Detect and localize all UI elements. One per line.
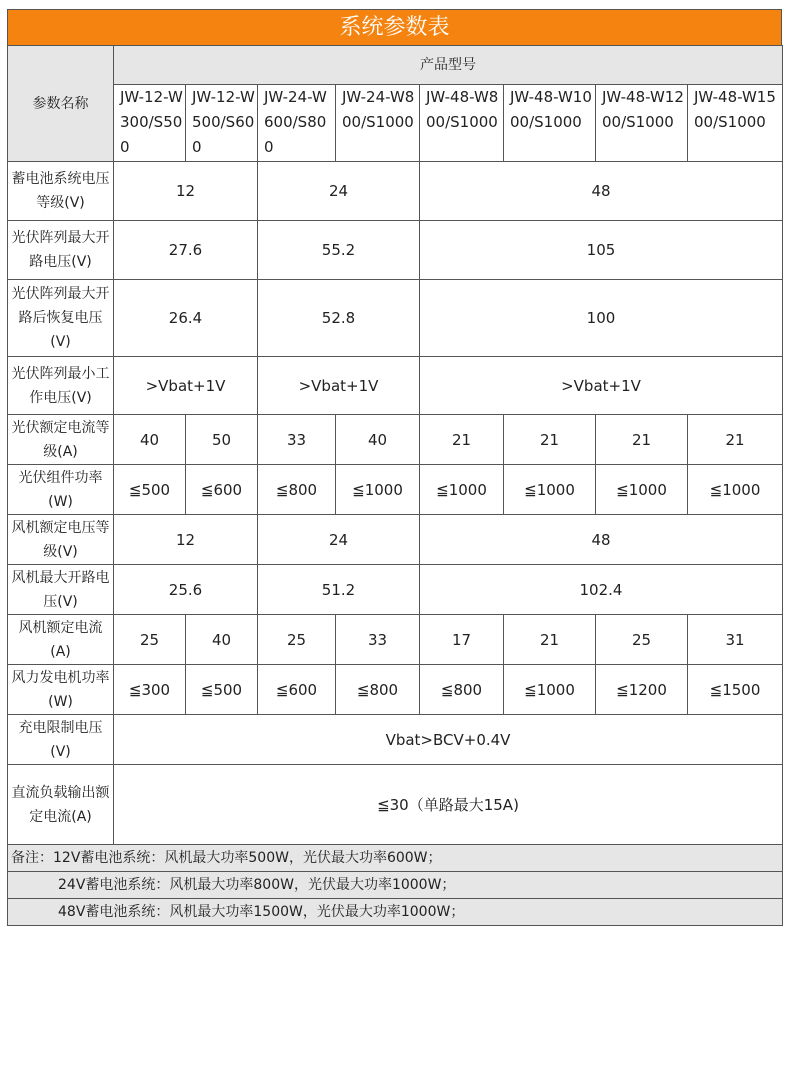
value-cell: ≦30（单路最大15A) <box>114 765 783 845</box>
value-cell: ≦1000 <box>336 465 420 515</box>
row-label: 光伏阵列最大开路后恢复电压(V) <box>8 280 114 357</box>
parameter-sheet <box>7 9 782 926</box>
table-row <box>8 465 783 515</box>
value-cell: 12 <box>114 162 258 221</box>
value-cell: 40 <box>114 415 186 465</box>
value-cell: 33 <box>258 415 336 465</box>
value-cell: ≦1200 <box>596 665 688 715</box>
row-label: 风机额定电流(A) <box>8 615 114 665</box>
value-cell: 48 <box>420 162 783 221</box>
model-cell: JW-48-W1200/S1000 <box>596 85 688 162</box>
value-cell: 40 <box>336 415 420 465</box>
model-cell: JW-24-W600/S800 <box>258 85 336 162</box>
row-label: 风机最大开路电压(V) <box>8 565 114 615</box>
row-label: 光伏阵列最小工作电压(V) <box>8 357 114 415</box>
parameter-table <box>7 45 783 926</box>
table-row <box>8 162 783 221</box>
value-cell: 33 <box>336 615 420 665</box>
table-row <box>8 280 783 357</box>
value-cell: 40 <box>186 615 258 665</box>
value-cell: ≦1000 <box>504 465 596 515</box>
value-cell: Vbat>BCV+0.4V <box>114 715 783 765</box>
value-cell: >Vbat+1V <box>420 357 783 415</box>
row-label: 光伏阵列最大开路电压(V) <box>8 221 114 280</box>
row-label: 蓄电池系统电压等级(V) <box>8 162 114 221</box>
value-cell: ≦500 <box>114 465 186 515</box>
value-cell: ≦1000 <box>688 465 783 515</box>
model-cell: JW-48-W800/S1000 <box>420 85 504 162</box>
value-cell: 21 <box>504 415 596 465</box>
model-cell: JW-48-W1000/S1000 <box>504 85 596 162</box>
value-cell: ≦800 <box>420 665 504 715</box>
value-cell: 27.6 <box>114 221 258 280</box>
model-cell: JW-48-W1500/S1000 <box>688 85 783 162</box>
model-cell: JW-24-W800/S1000 <box>336 85 420 162</box>
value-cell: 21 <box>504 615 596 665</box>
value-cell: ≦1000 <box>504 665 596 715</box>
value-cell: 50 <box>186 415 258 465</box>
value-cell: >Vbat+1V <box>114 357 258 415</box>
value-cell: 25 <box>258 615 336 665</box>
value-cell: ≦500 <box>186 665 258 715</box>
value-cell: 51.2 <box>258 565 420 615</box>
note-line: 备注：12V蓄电池系统：风机最大功率500W，光伏最大功率600W； <box>8 845 783 872</box>
value-cell: 31 <box>688 615 783 665</box>
value-cell: 102.4 <box>420 565 783 615</box>
value-cell: ≦600 <box>186 465 258 515</box>
value-cell: ≦300 <box>114 665 186 715</box>
value-cell: 48 <box>420 515 783 565</box>
value-cell: 25.6 <box>114 565 258 615</box>
row-label: 光伏组件功率(W) <box>8 465 114 515</box>
value-cell: ≦1500 <box>688 665 783 715</box>
table-row <box>8 515 783 565</box>
table-row <box>8 715 783 765</box>
table-row <box>8 565 783 615</box>
model-cell: JW-12-W300/S500 <box>114 85 186 162</box>
value-cell: 105 <box>420 221 783 280</box>
table-row <box>8 765 783 845</box>
value-cell: >Vbat+1V <box>258 357 420 415</box>
value-cell: 55.2 <box>258 221 420 280</box>
table-row <box>8 665 783 715</box>
model-cell: JW-12-W500/S600 <box>186 85 258 162</box>
value-cell: 25 <box>596 615 688 665</box>
value-cell: ≦600 <box>258 665 336 715</box>
table-row <box>8 221 783 280</box>
row-label: 光伏额定电流等级(A) <box>8 415 114 465</box>
row-label: 风力发电机功率(W) <box>8 665 114 715</box>
row-label: 充电限制电压(V) <box>8 715 114 765</box>
row-label: 风机额定电压等级(V) <box>8 515 114 565</box>
table-title: 系统参数表 <box>7 9 782 45</box>
value-cell: 12 <box>114 515 258 565</box>
value-cell: 21 <box>596 415 688 465</box>
table-row <box>8 615 783 665</box>
value-cell: 25 <box>114 615 186 665</box>
value-cell: ≦800 <box>258 465 336 515</box>
row-label: 直流负载输出额定电流(A) <box>8 765 114 845</box>
value-cell: 24 <box>258 515 420 565</box>
value-cell: 100 <box>420 280 783 357</box>
table-row <box>8 415 783 465</box>
value-cell: ≦1000 <box>420 465 504 515</box>
note-line: 48V蓄电池系统：风机最大功率1500W，光伏最大功率1000W； <box>8 899 783 926</box>
value-cell: 52.8 <box>258 280 420 357</box>
product-model-header: 产品型号 <box>114 46 783 85</box>
value-cell: 17 <box>420 615 504 665</box>
value-cell: 26.4 <box>114 280 258 357</box>
value-cell: ≦800 <box>336 665 420 715</box>
note-line: 24V蓄电池系统：风机最大功率800W，光伏最大功率1000W； <box>8 872 783 899</box>
value-cell: 24 <box>258 162 420 221</box>
table-row <box>8 357 783 415</box>
value-cell: 21 <box>688 415 783 465</box>
param-name-header: 参数名称 <box>8 46 114 162</box>
value-cell: 21 <box>420 415 504 465</box>
value-cell: ≦1000 <box>596 465 688 515</box>
